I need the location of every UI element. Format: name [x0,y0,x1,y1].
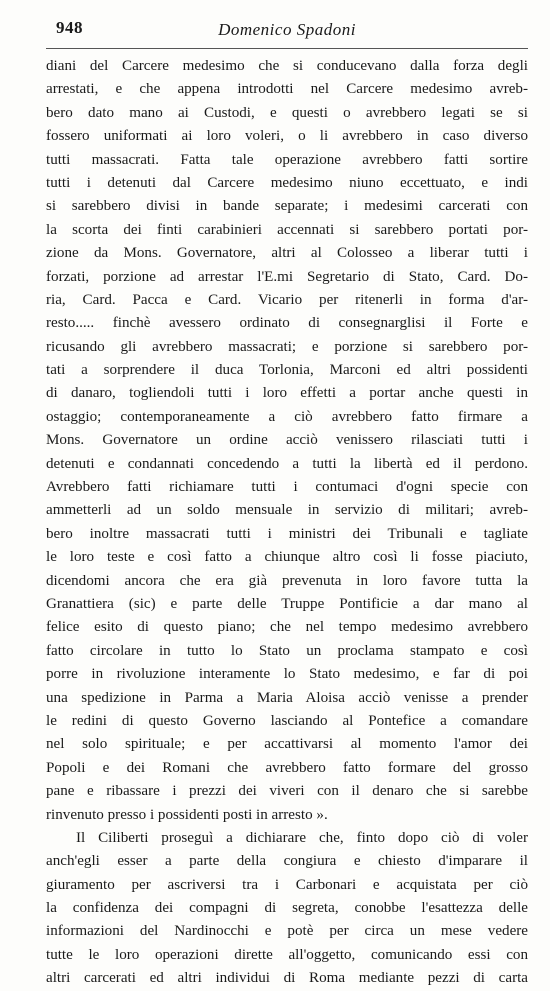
text-line: tutte le loro operazioni dirette all'oggetto, comunicando essi con [46,946,528,963]
text-line: Mons. Governatore un ordine acciò venissero rilasciati tutti i [46,432,528,449]
text-line: dicendomi ancora che era già prevenuta in loro favore tutta la [46,572,528,589]
text-line: tati a sorprendere il duca Torlonia, Marconi ed altri possidenti [46,362,528,379]
page-number: 948 [56,18,83,37]
text-line: le redini di questo Governo lasciando al Pontefice a comandare [46,712,528,729]
text-line: forzati, porzione ad arrestar l'E.mi Segretario di Stato, Card. Do- [46,268,528,285]
running-title: Domenico Spadoni [218,20,356,39]
text-line: porre in rivoluzione interamente lo Stato medesimo, e far di poi [46,666,528,683]
text-line: rinvenuto presso i possidenti posti in arresto ». [46,806,328,823]
text-line: zione da Mons. Governatore, altri al Colosseo a liberar tutti i [46,245,528,262]
text-line: una spedizione in Parma a Maria Aloisa acciò venisse a prender [46,689,528,706]
page-header [46,14,528,49]
text-line: la scorta dei finti carabinieri accennati si sarebbero portati por- [46,221,528,238]
paragraph [46,55,528,827]
text-line: tutti massacrati. Fatta tale operazione avrebbero fatti sortire [46,151,528,168]
text-line: felice esito di questo piano; che nel tempo medesimo avrebbero [46,619,528,636]
text-line: pane e ribassare i prezzi dei viveri con il denaro che si sarebbe [46,783,528,800]
text-line: altri carcerati ed altri individui di Roma mediante pezzi di carta [46,970,528,987]
text-line: anch'egli esser a parte della congiura e chiesto d'imparare il [46,853,528,870]
text-line: fossero uniformati ai loro voleri, o li avrebbero in caso diverso [46,128,528,145]
page-body [46,55,528,991]
text-line: di danaro, togliendoli tutti i loro effetti a portar anche questi in [46,385,528,402]
text-line: informazioni del Nardinocchi e potè per circa un mese vedere [46,923,528,940]
text-line: Il Ciliberti proseguì a dichiarare che, finto dopo ciò di voler [76,829,528,846]
text-line: la confidenza dei compagni di segreta, conobbe l'esattezza delle [46,900,528,917]
text-line: giuramento per ascriversi tra i Carbonari e acquistata per ciò [46,876,528,893]
text-line: arrestati, e che appena introdotti nel Carcere medesimo avreb- [46,81,528,98]
text-line: ostaggio; contemporaneamente a ciò avrebbero fatto firmare a [46,408,528,425]
text-line: diani del Carcere medesimo che si conducevano dalla forza degli [46,58,528,74]
text-line: tutti i detenuti dal Carcere medesimo niuno eccettuato, e indi [46,174,528,191]
paragraph [46,827,528,991]
text-line: fatto circolare in tutto lo Stato un proclama stampato e così [46,642,528,659]
book-page [0,14,550,987]
text-line: ammetterli ad un soldo mensuale in servizio di militari; avreb- [46,502,528,519]
text-line: bero inoltre massacrati tutti i ministri dei Tribunali e tagliate [46,525,528,542]
text-line: le loro teste e così fatto a chiunque altro così li fosse piaciuto, [46,549,528,566]
text-line: detenuti e condannati concedendo a tutti la libertà ed il perdono. [46,455,528,472]
text-line: Granattiera (sic) e parte delle Truppe Pontificie a dar mano al [46,595,528,612]
text-line: resto..... finchè avessero ordinato di consegnarglisi il Forte e [46,315,528,332]
text-line: Avrebbero fatti richiamare tutti i contumaci d'ogni specie con [46,479,528,496]
text-line: si sarebbero divisi in bande separate; i medesimi carcerati con [46,198,528,215]
text-line: Popoli e dei Romani che avrebbero fatto formare del grosso [46,759,528,776]
text-line: bero dato mano ai Custodi, e questi o avrebbero legati se si [46,104,528,121]
text-line: ricusando gli avrebbero massacrati; e porzione si sarebbero por- [46,338,528,355]
text-line: ria, Card. Pacca e Card. Vicario per ritenerli in forma d'ar- [46,291,528,308]
text-line: nel solo spirituale; e per accattivarsi al momento l'amor dei [46,736,528,753]
